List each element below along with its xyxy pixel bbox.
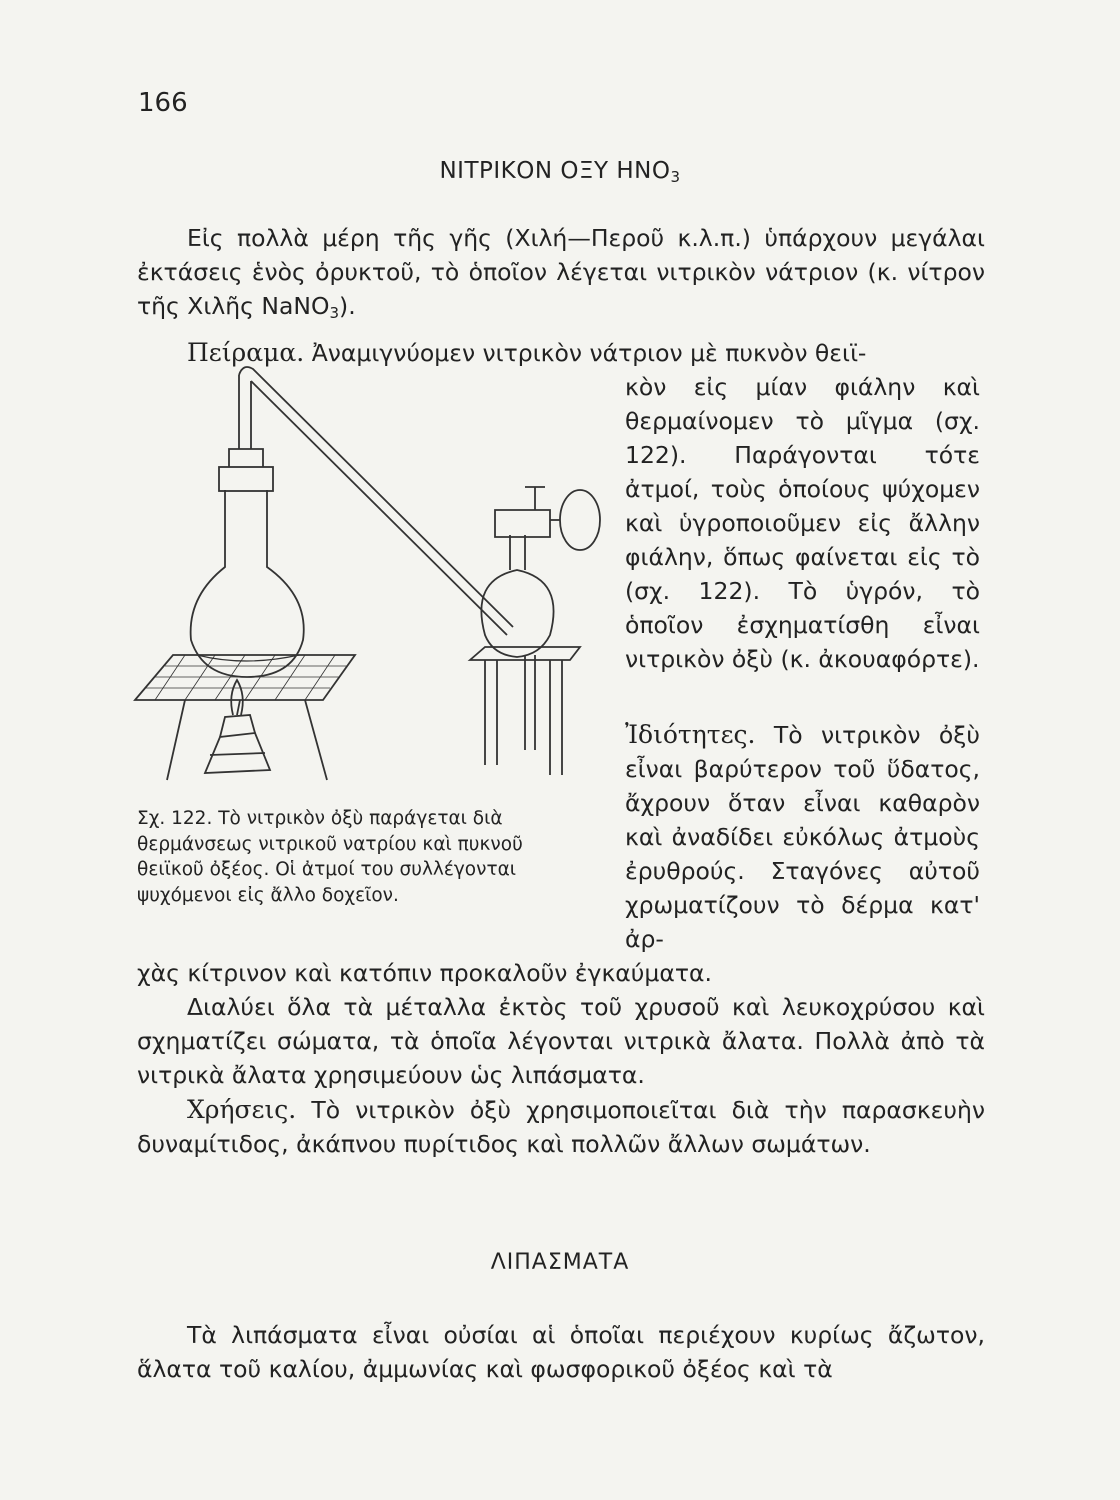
fertilizers-paragraph: Τὰ λιπάσματα εἶναι οὐσίαι αἱ ὁποῖαι περιέχουν κυρίως ἄζωτον, ἅλατα τοῦ καλίου, ἀμμωνίας καὶ φωσφορικοῦ ὀξέος καὶ τὰ: [137, 1321, 985, 1383]
title-text: ΝΙΤΡΙΚΟΝ ΟΞΥ ΗΝΟ: [439, 158, 671, 184]
delivery-tube: [239, 367, 513, 635]
uses-lead: Χρήσεις.: [187, 1095, 297, 1124]
page-number: 166: [138, 88, 188, 118]
figure-caption: Σχ. 122. Τὸ νιτρικὸν ὀξὺ παράγεται διὰ θερμάνσεως νιτρικοῦ νατρίου καὶ πυκνοῦ θειϊκοῦ ὀξέος. Οἱ ἀτμοί του συλλέγονται ψυχόμενοι εἰς ἄλλο δοχεῖον.: [137, 808, 523, 906]
section-title-nitric-acid: [0, 158, 1120, 186]
collecting-flask: [481, 487, 600, 657]
properties-continuation: χὰς κίτρινον καὶ κατόπιν προκαλοῦν ἐγκαύματα.: [137, 959, 712, 987]
intro-end: ).: [339, 292, 356, 320]
properties-side-text: [625, 718, 980, 956]
experiment-side-text: κὸν εἰς μίαν φιάλην καὶ θερμαίνομεν τὸ μῖγμα (σχ. 122). Παράγονται τότε ἀτμοί, τοὺς ὁποίους ψύχομεν καὶ ὑγροποιοῦμεν εἰς ἄλλην φιάλην, ὅπως φαίνεται εἰς τὸ (σχ. 122). Τὸ ὑγρόν, τὸ ὁποῖον ἐσχηματίσθη εἶναι νιτρικὸν ὀξὺ (κ. ἀκουαφόρτε).: [625, 373, 980, 673]
distillation-apparatus-figure: [125, 355, 625, 785]
burner: [205, 680, 270, 773]
uses-text: Τὸ νιτρικὸν ὀξὺ χρησιμοποιεῖται διὰ τὴν παρασκευὴν δυναμίτιδος, ἀκάπνου πυρίτιδος καὶ πολλῶν ἄλλων σωμάτων.: [137, 1096, 985, 1158]
apparatus-drawing: [135, 367, 600, 780]
section-title-fertilizers: ΛΙΠΑΣΜΑΤΑ: [490, 1250, 630, 1275]
title-subscript: 3: [670, 168, 681, 186]
dissolves-paragraph: Διαλύει ὅλα τὰ μέταλλα ἐκτὸς τοῦ χρυσοῦ καὶ λευκοχρύσου καὶ σχηματίζει σώματα, τὰ ὁποῖα λέγονται νιτρικὰ ἄλατα. Πολλὰ ἀπὸ τὰ νιτρικὰ ἄλατα χρησιμεύουν ὡς λιπάσματα.: [137, 993, 985, 1089]
boiling-flask: [191, 375, 304, 677]
properties-lead: Ἰδιότητες.: [625, 720, 756, 749]
tripod: [167, 700, 327, 780]
experiment-line1: Ἀναμιγνύομεν νιτρικὸν νάτριον μὲ πυκνὸν θειϊ-: [311, 339, 867, 367]
properties-text: Τὸ νιτρικὸν ὀξὺ εἶναι βαρύτερον τοῦ ὕδατος, ἄχρουν ὅταν εἶναι καθαρὸν καὶ ἀναδίδει εὐκόλως ἀτμοὺς ἐρυθρούς. Σταγόνες αὐτοῦ χρωματίζουν τὸ δέρμα κατ' ἀρ-: [625, 721, 980, 953]
intro-subscript: 3: [329, 304, 340, 322]
uses-paragraph: [137, 1093, 985, 1161]
collecting-stand: [470, 647, 580, 775]
intro-paragraph: [137, 221, 985, 330]
experiment-lead: Πείραμα.: [187, 338, 305, 367]
intro-text: Εἰς πολλὰ μέρη τῆς γῆς (Χιλή—Περοῦ κ.λ.π.) ὑπάρχουν μεγάλαι ἐκτάσεις ἑνὸς ὀρυκτοῦ, τὸ ὁποῖον λέγεται νιτρικὸν νάτριον (κ. νίτρον τῆς Χιλῆς NaNO: [137, 224, 985, 320]
